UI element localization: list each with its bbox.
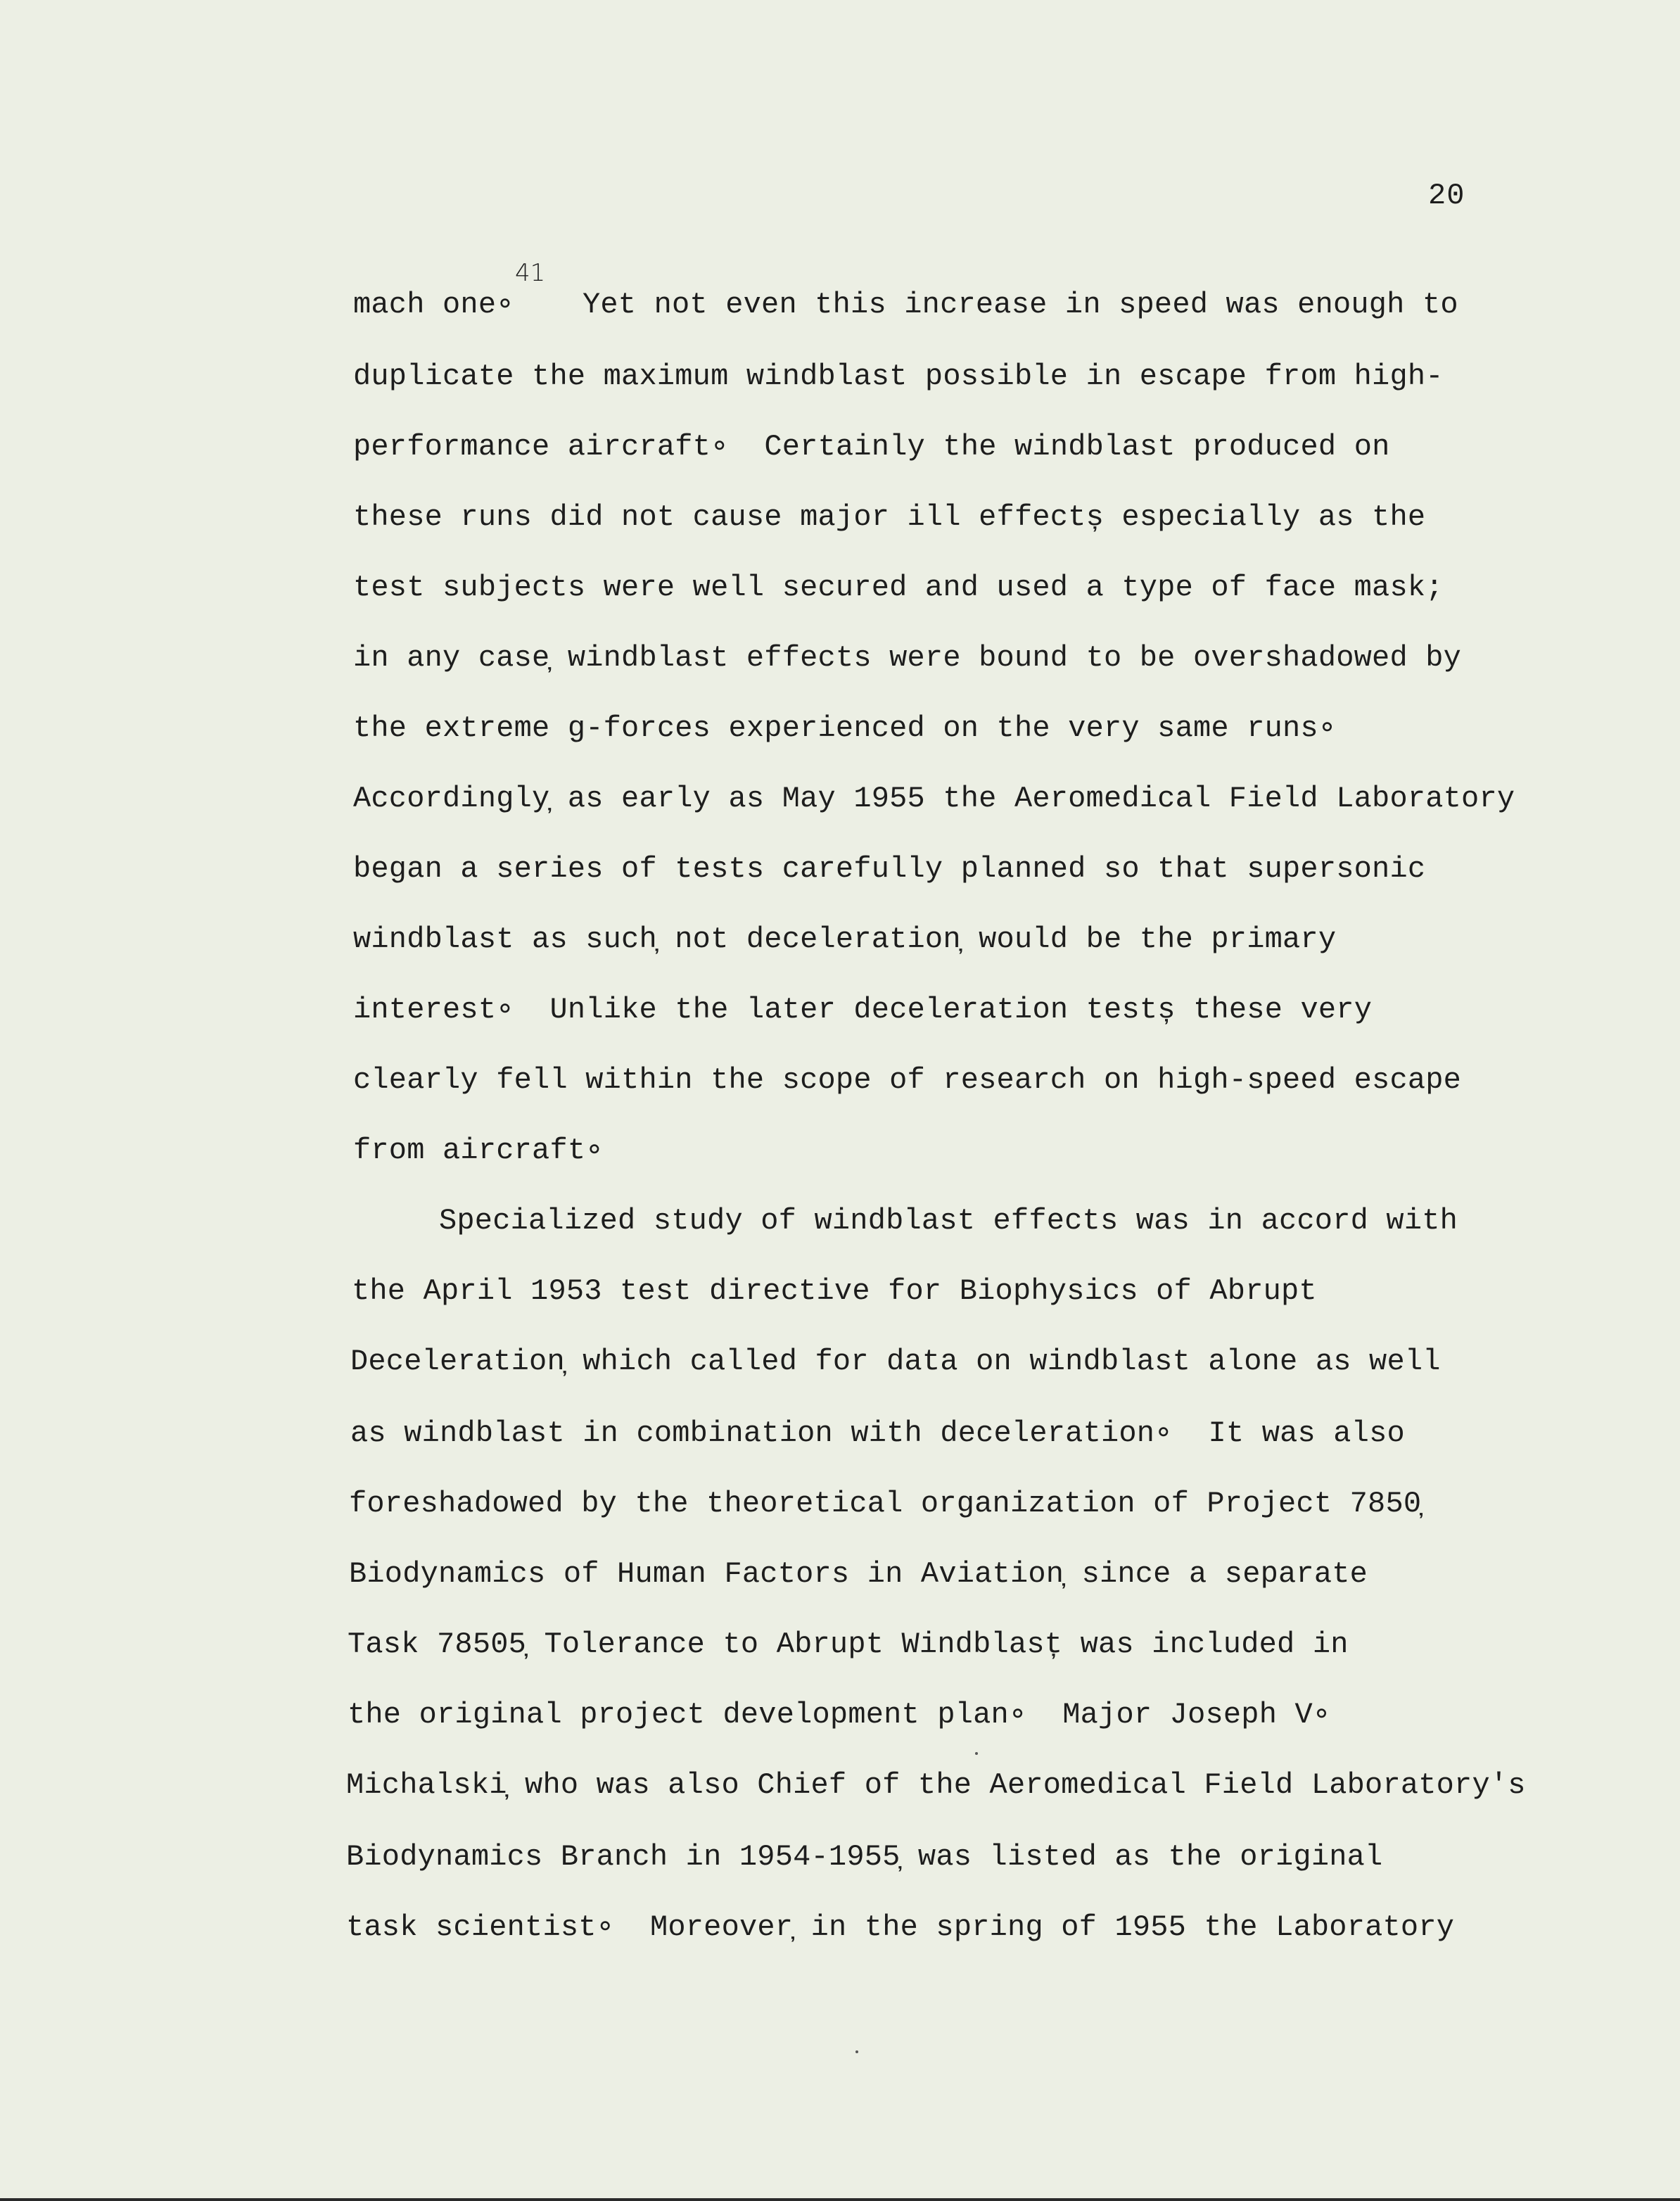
text-line-19: Biodynamics of Human Factors in Aviation̦ since a separate — [349, 1557, 1368, 1591]
text-line-21: the original project development plan∘ Major Joseph V∘ — [348, 1698, 1331, 1732]
text-line-10: windblast as such̦ not deceleration̦ would be the primary — [353, 922, 1337, 956]
text-line-13: from aircraft∘ — [353, 1134, 604, 1167]
scan-speck — [975, 1752, 978, 1755]
text-line-20: Task 78505̦ Tolerance to Abrupt Windblasț was included in — [348, 1628, 1349, 1661]
scan-speck — [855, 2050, 858, 2053]
text-line-9: began a series of tests carefully planned so that supersonic — [353, 852, 1426, 886]
text-line-4: these runs did not cause major ill effectș especially as the — [353, 500, 1426, 534]
text-line-8: Accordingly̦ as early as May 1955 the Aeromedical Field Laboratory — [353, 782, 1515, 816]
footnote-ref: 41 — [515, 259, 546, 287]
text-line-6: in any case̦ windblast effects were bound to be overshadowed by — [353, 641, 1462, 675]
scan-edge — [0, 2198, 1680, 2201]
text-line-12: clearly fell within the scope of research on high‐speed escape — [353, 1063, 1462, 1097]
text-line-1 — [353, 287, 514, 322]
text-line-2: duplicate the maximum windblast possible in escape from high‐ — [353, 360, 1444, 393]
text-line-14: Specialized study of windblast effects was in accord with — [439, 1204, 1458, 1238]
text-line-17: as windblast in combination with deceleration∘ It was also — [350, 1416, 1405, 1450]
text-line-22: Michalski̦ who was also Chief of the Aeromedical Field Laboratory's — [346, 1768, 1526, 1802]
text-line-3: performance aircraft∘ Certainly the windblast produced on — [353, 430, 1390, 464]
text-line-5: test subjects were well secured and used a type of face mask; — [353, 571, 1444, 604]
text-line-23: Biodynamics Branch in 1954‐1955̦ was listed as the original — [346, 1840, 1383, 1874]
page-number: 20 — [1428, 179, 1465, 213]
text-line-7: the extreme g‐forces experienced on the very same runs∘ — [353, 711, 1337, 745]
text-line-24: task scientist∘ Moreover̦ in the spring of 1955 the Laboratory — [346, 1910, 1455, 1944]
text-line-11: interest∘ Unlike the later deceleration testș these very — [353, 993, 1373, 1027]
text-line-18: foreshadowed by the theoretical organization of Project 7850̦ — [349, 1487, 1422, 1521]
text-line-1-rest: Yet not even this increase in speed was enough to — [583, 288, 1458, 322]
text-line-16: Deceleration̦ which called for data on windblast alone as well — [350, 1345, 1441, 1378]
text-line-15: the April 1953 test directive for Biophysics of Abrupt — [352, 1274, 1317, 1308]
text-line-1-start: mach one∘ — [353, 288, 514, 322]
